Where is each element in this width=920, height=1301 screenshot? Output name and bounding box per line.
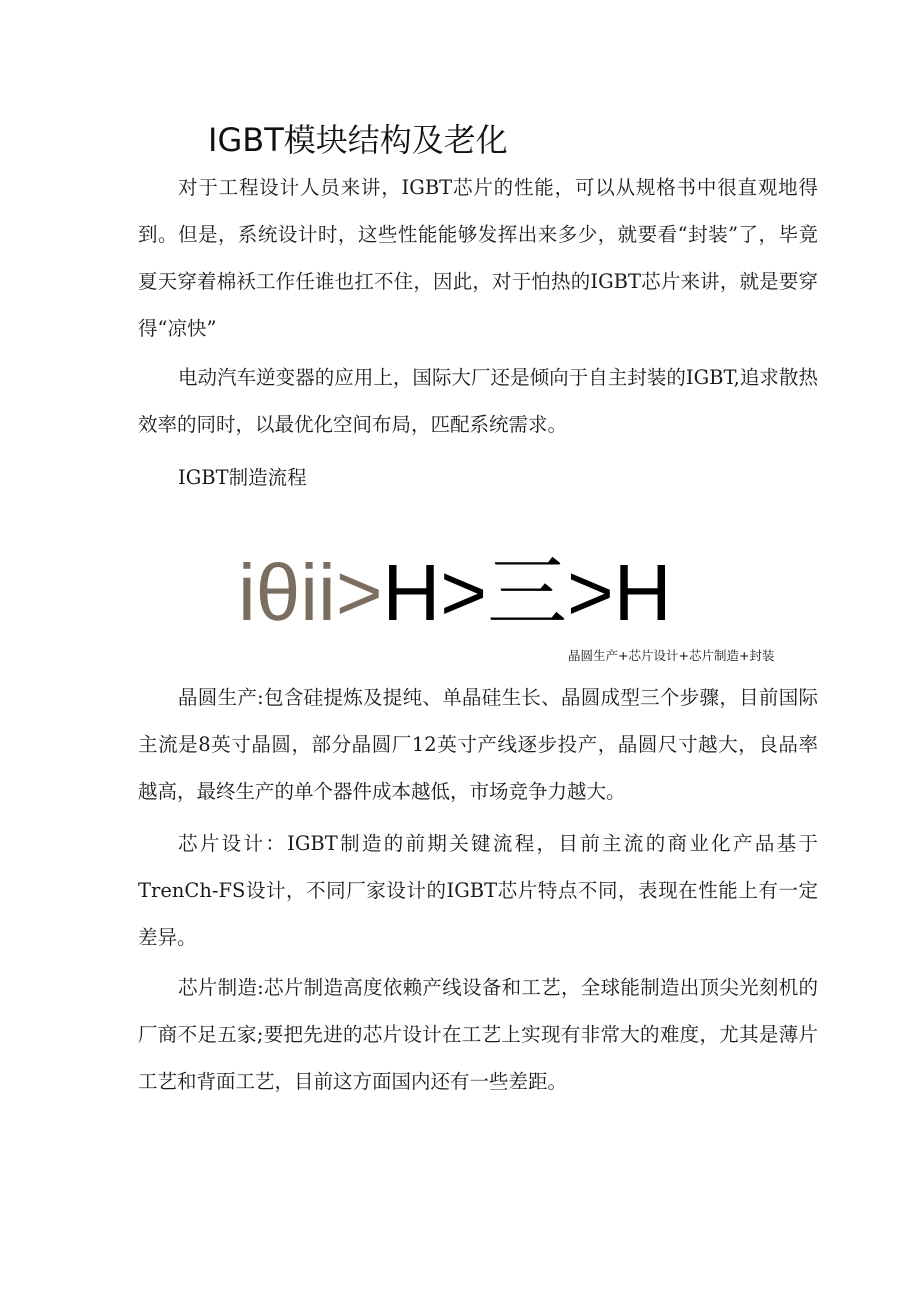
paragraph-flow-heading: IGBT制造流程 — [178, 466, 307, 489]
paragraph-ev-inverter: 电动汽车逆变器的应用上，国际大厂还是倾向于自主封装的IGBT,追求散热效率的同时，以最优化空间布局，匹配系统需求。 — [138, 366, 818, 436]
paragraph-chip-design: 芯片设计：IGBT制造的前期关键流程，目前主流的商业化产品基于TrenCh-FS设计，不同厂家设计的IGBT芯片特点不同，表现在性能上有一定差异。 — [138, 832, 818, 949]
paragraph-chip-manufacturing: 芯片制造:芯片制造高度依赖产线设备和工艺，全球能制造出顶尖光刻机的厂商不足五家;要把先进的芯片设计在工艺上实现有非常大的难度，尤其是薄片工艺和背面工艺，目前这方面国内还有一些差距。 — [138, 976, 818, 1093]
flow-figure-caption: 晶圆生产+芯片设计+芯片制造+封装 — [568, 648, 775, 663]
paragraph-intro: 对于工程设计人员来讲，IGBT芯片的性能，可以从规格书中很直观地得到。但是，系统设计时，这些性能能够发挥出来多少，就要看“封装”了，毕竟夏天穿着棉袄工作任谁也扛不住，因此，对于怕热的IGBT芯片来讲，就是要穿得“凉快” — [138, 176, 818, 340]
flow-art-text-right: H>三>H — [382, 548, 672, 637]
manufacturing-flow-figure — [238, 538, 798, 648]
document-title: IGBT模块结构及老化 — [208, 121, 508, 159]
flow-art-text-left: iθii> — [238, 548, 383, 637]
paragraph-wafer-production: 晶圆生产:包含硅提炼及提纯、单晶硅生长、晶圆成型三个步骤，目前国际主流是8英寸晶圆，部分晶圆厂12英寸产线逐步投产，晶圆尺寸越大，良品率越高，最终生产的单个器件成本越低，市场竞争力越大。 — [138, 686, 818, 803]
